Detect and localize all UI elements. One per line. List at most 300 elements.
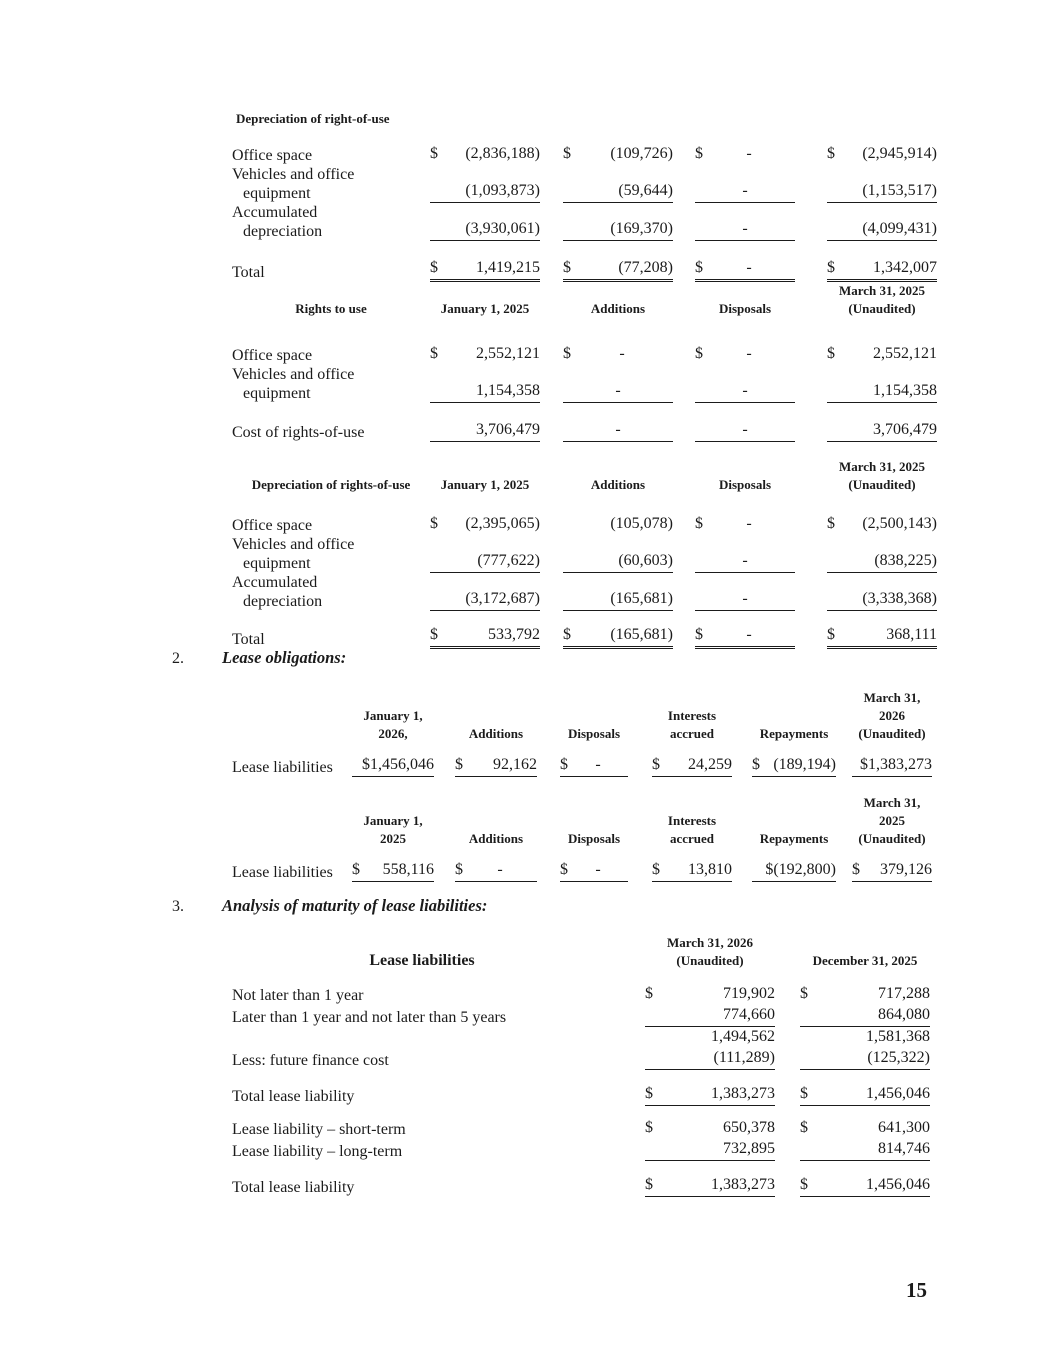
amount-cell [827,381,937,403]
amount-cell [800,1027,930,1048]
column-header: Additions [468,726,524,741]
table-row [232,514,937,535]
amount-cell [652,860,732,882]
column-header-line: accrued [669,726,715,741]
amount-value: - [742,382,748,399]
amount-cell [563,219,673,241]
amount-cell [563,625,673,649]
amount-value: (2,945,914) [862,145,937,162]
currency-symbol: $ [695,259,703,276]
amount-cell [352,860,434,882]
amount-value: - [742,421,748,438]
table-header-row [232,282,937,318]
currency-symbol: $ [430,515,438,532]
column-header-line: (Unaudited) [858,831,926,846]
currency-symbol: $ [645,985,653,1002]
amount-cell [563,144,673,165]
amount-cell [695,181,795,203]
amount-value: - [746,626,752,643]
column-header [827,282,937,318]
amount-value: (2,395,065) [465,515,540,532]
row-label-line: Office space [232,347,313,364]
column-header-line: (Unaudited) [858,726,926,741]
column-header: Repayments [759,726,829,741]
amount-value: (109,726) [610,145,673,162]
amount-value: (105,078) [610,515,673,532]
section-title: Analysis of maturity of lease liabilities: [222,896,488,915]
table-row [232,1048,930,1070]
currency-symbol: $ [430,626,438,643]
row-label-line: Office space [232,517,313,534]
amount-cell [752,755,836,777]
column-header-line: March 31, 2026 [666,935,754,950]
row-label: Not later than 1 year [232,987,364,1004]
maturity-analysis-table [232,934,930,1197]
amount-cell [827,181,937,203]
currency-symbol: $ [430,259,438,276]
amount-value: 717,288 [878,985,930,1002]
row-label-line: equipment [243,185,311,202]
amount-value: 864,080 [878,1006,930,1023]
column-header [852,689,932,743]
section-title: Lease obligations: [222,648,347,667]
currency-symbol: $ [560,756,568,773]
amount-cell [430,258,540,282]
amount-cell [827,625,937,649]
row-label [232,535,430,573]
row-label: Lease liability – short-term [232,1121,406,1138]
amount-value: 2,552,121 [873,345,937,362]
amount-value: - [595,756,601,773]
column-header: Depreciation of rights-of-use [251,477,411,492]
column-header-line: Interests [667,813,717,828]
column-header-line: 2025 [380,831,406,846]
amount-value: 13,810 [688,861,732,878]
column-header: Additions [468,831,524,846]
table-total-row [232,625,937,649]
row-label-line: Accumulated [232,204,318,221]
table-header-row [232,934,930,970]
amount-cell [800,984,930,1005]
currency-symbol: $ [563,626,571,643]
amount-value: 1,456,046 [866,1176,930,1193]
amount-value: - [746,345,752,362]
amount-cell [852,755,932,777]
amount-cell [430,381,540,403]
row-label-line: equipment [243,385,311,402]
row-label: Total lease liability [232,1179,355,1196]
amount-value: (125,322) [867,1049,930,1066]
amount-cell [695,144,795,165]
amount-cell [430,344,540,365]
column-header [652,812,732,848]
column-header-line: (Unaudited) [848,477,916,492]
row-label-line: Vehicles and office [232,366,355,383]
currency-symbol: $ [352,861,360,878]
amount-value: 379,126 [880,861,932,878]
amount-value: - [497,861,503,878]
amount-value: - [742,590,748,607]
amount-value: 1,154,358 [873,382,937,399]
amount-cell [645,1027,775,1048]
amount-cell [560,755,628,777]
amount-value: 533,792 [488,626,540,643]
currency-symbol: $ [563,345,571,362]
column-header-line: January 1, [363,708,423,723]
column-header: January 1, 2025 [440,477,530,492]
row-label [232,630,430,649]
amount-cell [827,344,937,365]
amount-value: 3,706,479 [873,421,937,438]
column-header-line: 2026 [879,708,905,723]
table-row [232,755,932,777]
amount-cell [645,1175,775,1197]
amount-value: (3,930,061) [465,220,540,237]
column-header [827,458,937,494]
amount-cell [800,1118,930,1139]
column-header-line: (Unaudited) [848,301,916,316]
amount-cell [563,344,673,365]
row-label: Later than 1 year and not later than 5 years [232,1009,507,1026]
amount-value: - [746,259,752,276]
amount-cell [800,1005,930,1027]
amount-cell [827,144,937,165]
row-label [232,516,430,535]
column-header-line: (Unaudited) [676,953,744,968]
amount-cell [695,381,795,403]
amount-value: 1,494,562 [711,1028,775,1045]
amount-value: - [615,382,621,399]
row-label-line: Vehicles and office [232,166,355,183]
currency-symbol: $ [645,1085,653,1102]
column-header [645,934,775,970]
amount-cell [455,860,537,882]
currency-symbol: $ [800,1119,808,1136]
amount-value: 719,902 [723,985,775,1002]
amount-cell [430,181,540,203]
currency-symbol: $ [695,515,703,532]
section-number: 2. [172,650,184,667]
currency-symbol: $ [800,1085,808,1102]
amount-value: 774,660 [723,1006,775,1023]
amount-value: (165,681) [610,626,673,643]
currency-symbol: $ [455,756,463,773]
amount-cell [695,344,795,365]
table-row [232,573,937,611]
amount-cell [695,589,795,611]
amount-value: 1,383,273 [711,1085,775,1102]
amount-cell [563,258,673,282]
table-row [232,984,930,1005]
column-header: Rights to use [295,301,367,316]
amount-cell [645,1139,775,1161]
lease-obligations-2026-table [232,689,932,777]
amount-cell [800,1048,930,1070]
currency-symbol: $ [430,145,438,162]
currency-symbol: $ [563,259,571,276]
amount-cell [827,514,937,535]
amount-cell [695,551,795,573]
amount-cell [455,755,537,777]
amount-cell [430,420,540,442]
amount-value: $1,456,046 [362,756,434,773]
row-label [232,263,430,282]
table-row [232,203,937,241]
row-label: Lease liability – long-term [232,1143,403,1160]
row-label: Less: future finance cost [232,1052,389,1069]
table-row [232,420,937,442]
table-row [232,365,937,403]
currency-symbol: $ [695,345,703,362]
row-label [232,203,430,241]
amount-value: - [742,220,748,237]
amount-cell [695,625,795,649]
amount-value: 24,259 [688,756,732,773]
rights-to-use-table [232,282,937,442]
column-header: Disposals [718,301,772,316]
table-row [232,165,937,203]
column-header-line: March 31, [863,690,921,705]
column-header [652,707,732,743]
column-header [352,812,434,848]
amount-value: - [746,515,752,532]
amount-cell [752,860,836,882]
table-header-row [232,794,932,848]
table-row [232,1118,930,1139]
amount-value: (77,208) [618,259,673,276]
amount-cell [430,589,540,611]
amount-value: (838,225) [874,552,937,569]
row-label: Lease liabilities [232,864,333,881]
row-label-line: Accumulated [232,574,318,591]
currency-symbol: $ [800,985,808,1002]
currency-symbol: $ [827,145,835,162]
column-header-line: March 31, 2025 [838,459,926,474]
column-header-line: accrued [669,831,715,846]
row-label-line: Total [232,631,265,648]
amount-cell [430,514,540,535]
amount-cell [695,258,795,282]
amount-value: (3,338,368) [862,590,937,607]
page-number: 15 [906,1278,927,1302]
currency-symbol: $ [695,145,703,162]
amount-value: 368,111 [886,626,937,643]
amount-value: $1,383,273 [860,756,932,773]
row-label: Lease liabilities [232,759,333,776]
amount-value: 1,456,046 [866,1085,930,1102]
column-header: December 31, 2025 [812,953,918,968]
column-header: Repayments [759,831,829,846]
column-header: Disposals [567,831,621,846]
amount-cell [827,258,937,282]
amount-cell [563,514,673,535]
amount-value: 3,706,479 [476,421,540,438]
amount-cell [800,1084,930,1106]
amount-value: - [742,182,748,199]
amount-value: (169,370) [610,220,673,237]
column-header [352,707,434,743]
row-label [232,365,430,403]
currency-symbol: $ [827,259,835,276]
amount-value: (60,603) [618,552,673,569]
row-label-line: Total [232,264,265,281]
section-heading [172,896,487,916]
amount-value: 1,581,368 [866,1028,930,1045]
column-header: Disposals [718,477,772,492]
amount-value: (111,289) [713,1049,775,1066]
amount-cell [852,860,932,882]
currency-symbol: $ [455,861,463,878]
amount-cell [695,514,795,535]
depreciation-rights-of-use-table [232,458,937,649]
column-header-line: March 31, [863,795,921,810]
amount-cell [645,984,775,1005]
currency-symbol: $ [652,756,660,773]
row-label [232,146,430,165]
amount-value: 814,746 [878,1140,930,1157]
table-total-row [232,258,937,282]
amount-value: - [746,145,752,162]
table-row [232,1027,930,1048]
currency-symbol: $ [800,1176,808,1193]
amount-value: (4,099,431) [862,220,937,237]
table-total-row [232,1175,930,1197]
column-header-line: 2026, [378,726,408,741]
amount-value: 1,154,358 [476,382,540,399]
section-heading [172,648,346,668]
amount-value: 641,300 [878,1119,930,1136]
table-row [232,1139,930,1161]
column-header-line: 2025 [879,813,905,828]
lease-obligations-2025-table [232,794,932,882]
amount-cell [695,420,795,442]
amount-cell [430,625,540,649]
amount-value: (2,500,143) [862,515,937,532]
currency-symbol: $ [827,345,835,362]
table-row [232,860,932,882]
currency-symbol: $ [827,515,835,532]
table-total-row [232,1084,930,1106]
amount-cell [563,420,673,442]
amount-value: (777,622) [477,552,540,569]
amount-cell [645,1084,775,1106]
table-row [232,344,937,365]
amount-cell [563,551,673,573]
row-label [232,165,430,203]
amount-value: (59,644) [618,182,673,199]
column-header: Additions [590,301,646,316]
amount-value: (165,681) [610,590,673,607]
amount-value: $(192,800) [765,861,836,878]
column-header: Disposals [567,726,621,741]
amount-value: - [619,345,625,362]
currency-symbol: $ [645,1119,653,1136]
amount-cell [645,1005,775,1027]
amount-value: (3,172,687) [465,590,540,607]
amount-cell [695,219,795,241]
currency-symbol: $ [827,626,835,643]
row-label-line: Vehicles and office [232,536,355,553]
amount-value: 650,378 [723,1119,775,1136]
currency-symbol: $ [560,861,568,878]
table-header-row [232,458,937,494]
amount-cell [563,589,673,611]
amount-cell [645,1118,775,1139]
currency-symbol: $ [645,1176,653,1193]
row-label: Total lease liability [232,1088,355,1105]
amount-cell [352,755,434,777]
amount-value: - [615,421,621,438]
amount-cell [827,219,937,241]
row-label-line: equipment [243,555,311,572]
table-row [232,1005,930,1027]
amount-value: 1,383,273 [711,1176,775,1193]
section-number: 3. [172,898,184,915]
amount-value: 558,116 [382,861,434,878]
column-header: January 1, 2025 [440,301,530,316]
row-label [232,346,430,365]
row-label-line: Office space [232,147,313,164]
amount-cell [563,381,673,403]
column-header [852,794,932,848]
amount-value: 1,342,007 [873,259,937,276]
column-header: Additions [590,477,646,492]
currency-symbol: $ [563,145,571,162]
row-label [232,573,430,611]
row-label-line: depreciation [243,223,323,240]
amount-cell [827,551,937,573]
depreciation-right-of-use-table [232,110,937,282]
amount-cell [827,589,937,611]
amount-cell [652,755,732,777]
row-label-line: depreciation [243,593,323,610]
amount-cell [430,219,540,241]
currency-symbol: $ [752,756,760,773]
amount-value: - [742,552,748,569]
amount-cell [563,181,673,203]
amount-value: (1,153,517) [862,182,937,199]
amount-value: (189,194) [773,756,836,773]
column-header-line: March 31, 2025 [838,283,926,298]
amount-cell [430,551,540,573]
row-label [232,423,430,442]
amount-cell [645,1048,775,1070]
amount-value: (2,836,188) [465,145,540,162]
amount-value: (1,093,873) [465,182,540,199]
currency-symbol: $ [430,345,438,362]
amount-value: 1,419,215 [476,259,540,276]
table-header-row [232,689,932,743]
currency-symbol: $ [652,861,660,878]
table-title: Depreciation of right-of-use [236,111,390,126]
amount-value: 92,162 [493,756,537,773]
amount-cell [800,1175,930,1197]
amount-cell [430,144,540,165]
amount-value: 2,552,121 [476,345,540,362]
currency-symbol: $ [852,861,860,878]
amount-value: - [595,861,601,878]
column-header: Lease liabilities [369,952,475,969]
amount-cell [560,860,628,882]
table-row [232,144,937,165]
currency-symbol: $ [695,626,703,643]
table-row [232,535,937,573]
amount-value: 732,895 [723,1140,775,1157]
column-header-line: January 1, [363,813,423,828]
row-label-line: Cost of rights-of-use [232,424,365,441]
column-header-line: Interests [667,708,717,723]
amount-cell [800,1139,930,1161]
